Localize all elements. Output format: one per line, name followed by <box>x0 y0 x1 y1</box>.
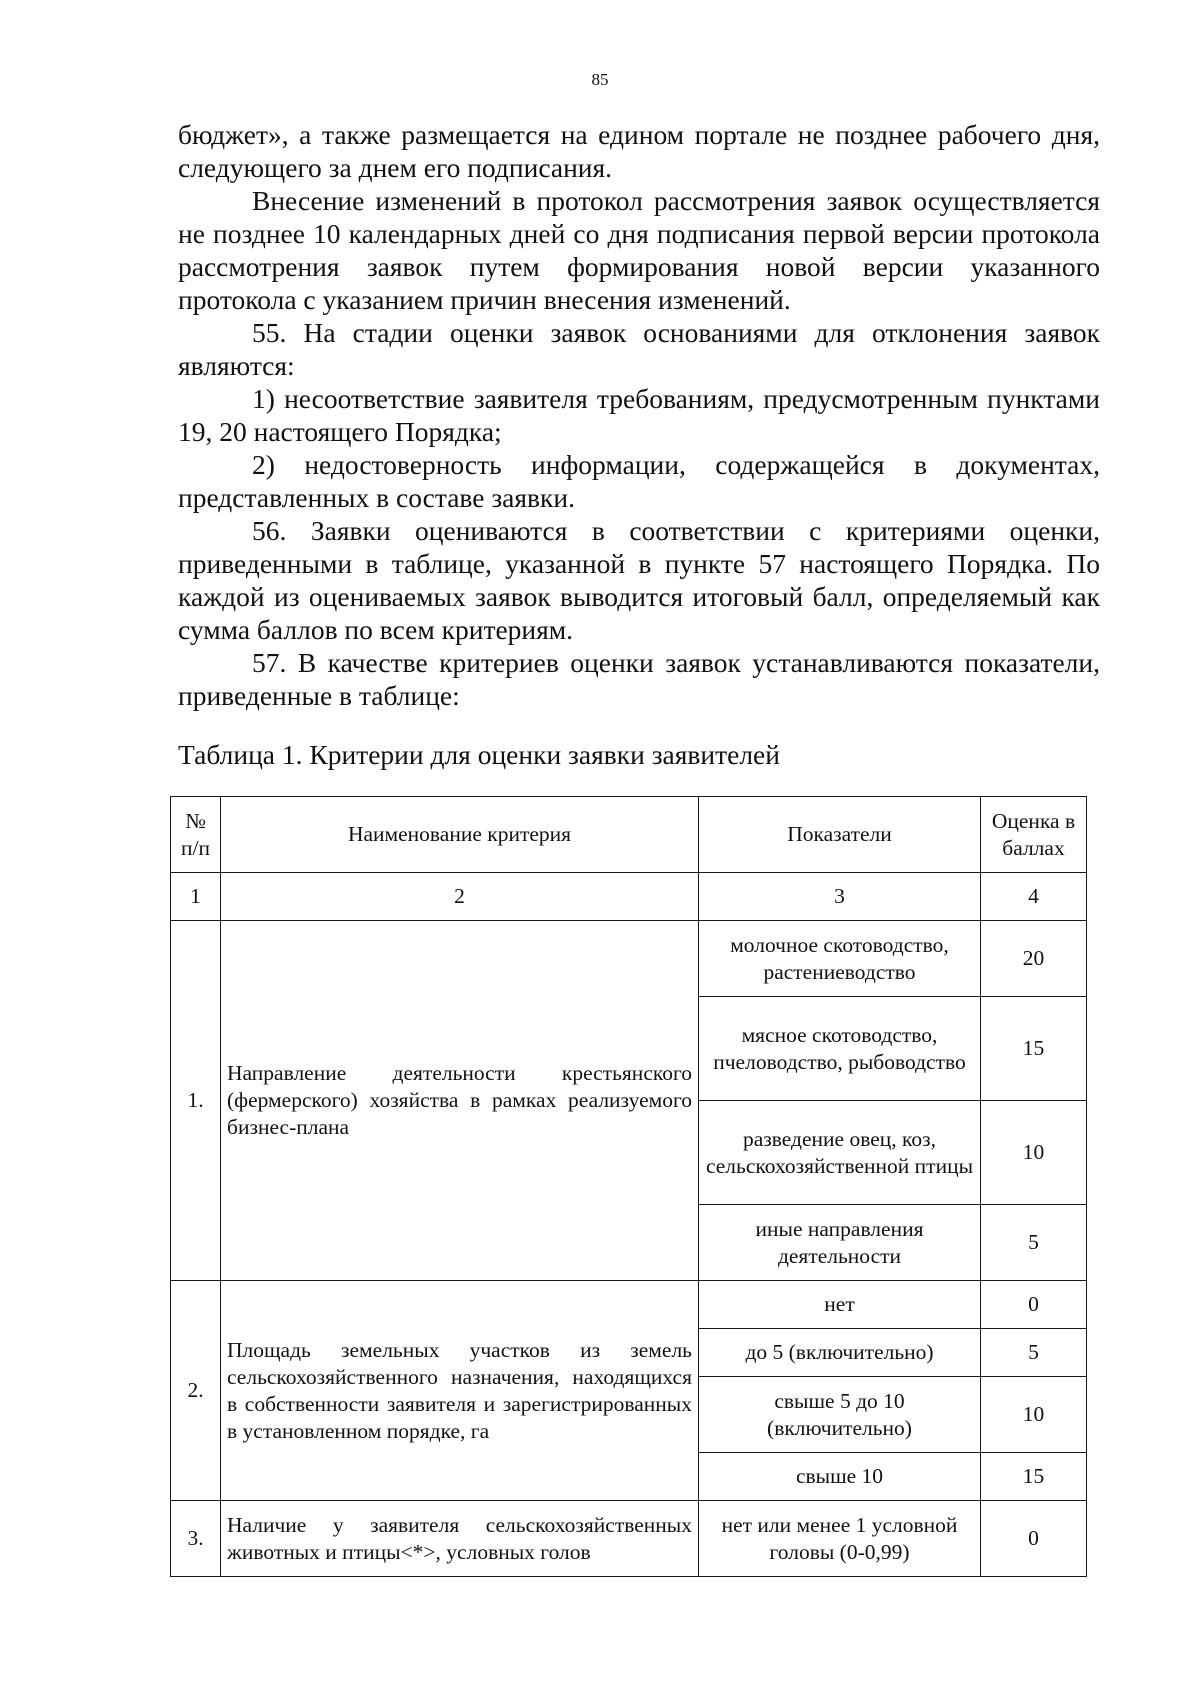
score-cell: 20 <box>981 921 1087 997</box>
column-number-row <box>171 873 1087 921</box>
indicator-cell: до 5 (включительно) <box>699 1329 981 1377</box>
indicator-cell: свыше 5 до 10 (включительно) <box>699 1377 981 1453</box>
indicator-cell: мясное скотоводство, пчеловодство, рыбоводство <box>699 997 981 1101</box>
column-number: 4 <box>981 873 1087 921</box>
indicator-cell: разведение овец, коз, сельскохозяйственной птицы <box>699 1101 981 1205</box>
paragraph: 57. В качестве критериев оценки заявок устанавливаются показатели, приведенные в таблице: <box>178 647 1100 711</box>
paragraph: 1) несоответствие заявителя требованиям, предусмотренным пунктами 19, 20 настоящего Порядка; <box>178 383 1100 447</box>
criterion-name: Направление деятельности крестьянского (фермерского) хозяйства в рамках реализуемого бизнес-плана <box>221 921 699 1281</box>
criterion-number: 2. <box>171 1281 221 1501</box>
table-caption: Таблица 1. Критерии для оценки заявки заявителей <box>178 739 780 770</box>
indicator-cell: нет <box>699 1281 981 1329</box>
table-row <box>171 1501 1087 1577</box>
score-cell: 0 <box>981 1281 1087 1329</box>
column-number: 1 <box>171 873 221 921</box>
indicator-cell: иные направления деятельности <box>699 1205 981 1281</box>
table-row <box>171 1281 1087 1329</box>
score-cell: 10 <box>981 1377 1087 1453</box>
column-number: 2 <box>221 873 699 921</box>
criterion-name: Площадь земельных участков из земель сельскохозяйственного назначения, находящихся в собственности заявителя и зарегистрированных в установленном порядке, га <box>221 1281 699 1501</box>
header-cell: Наименование критерия <box>221 797 699 873</box>
criterion-number: 3. <box>171 1501 221 1577</box>
paragraph: бюджет», а также размещается на едином портале не позднее рабочего дня, следующего за днем его подписания. <box>178 119 1100 183</box>
criterion-number: 1. <box>171 921 221 1281</box>
score-cell: 10 <box>981 1101 1087 1205</box>
header-cell: Показатели <box>699 797 981 873</box>
page-number: 85 <box>591 70 609 89</box>
criteria-table <box>170 796 1087 1577</box>
score-cell: 5 <box>981 1205 1087 1281</box>
criterion-name: Наличие у заявителя сельскохозяйственных животных и птицы<*>, условных голов <box>221 1501 699 1577</box>
paragraph: 55. На стадии оценки заявок основаниями для отклонения заявок являются: <box>178 317 1100 381</box>
indicator-cell: нет или менее 1 условной головы (0-0,99) <box>699 1501 981 1577</box>
score-cell: 5 <box>981 1329 1087 1377</box>
paragraph: 2) недостоверность информации, содержащейся в документах, представленных в составе заявки. <box>178 449 1100 513</box>
paragraph: 56. Заявки оцениваются в соответствии с критериями оценки, приведенными в таблице, указанной в пункте 57 настоящего Порядка. По каждой из оцениваемых заявок выводится итоговый балл, определяемый как сумма баллов по всем критериям. <box>178 515 1100 645</box>
paragraph: Внесение изменений в протокол рассмотрения заявок осуществляется не позднее 10 календарных дней со дня подписания первой версии протокола рассмотрения заявок путем формирования новой версии указанного протокола с указанием причин внесения изменений. <box>178 185 1100 315</box>
indicator-cell: свыше 10 <box>699 1453 981 1501</box>
body-text <box>178 118 1100 712</box>
score-cell: 15 <box>981 1453 1087 1501</box>
header-cell: № п/п <box>171 797 221 873</box>
indicator-cell: молочное скотоводство, растениеводство <box>699 921 981 997</box>
column-number: 3 <box>699 873 981 921</box>
score-cell: 15 <box>981 997 1087 1101</box>
header-cell: Оценка в баллах <box>981 797 1087 873</box>
table-header-row <box>171 797 1087 873</box>
table-row <box>171 921 1087 997</box>
score-cell: 0 <box>981 1501 1087 1577</box>
